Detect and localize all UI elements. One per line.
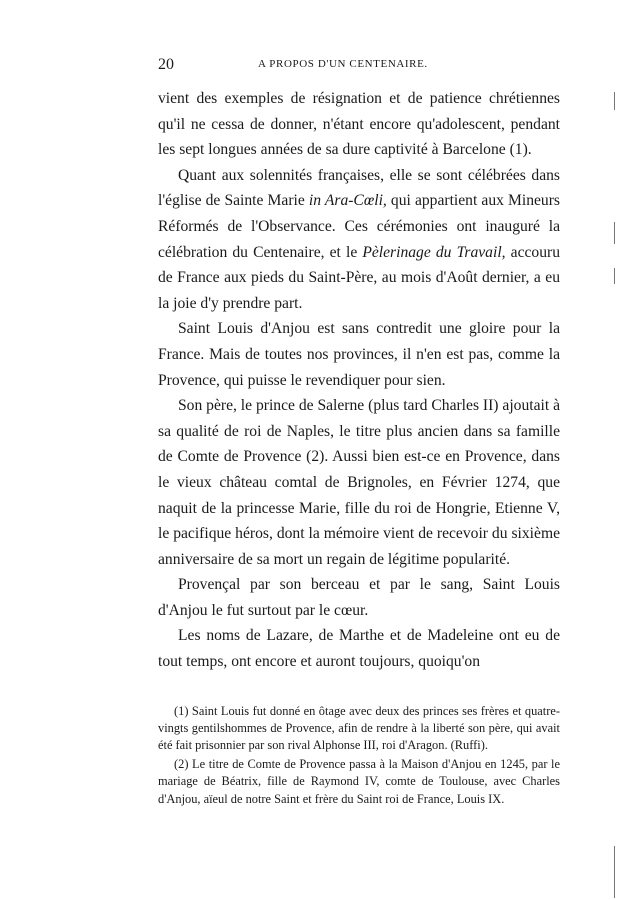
scan-edge-mark-lower [614,268,615,284]
scan-edge-mark-bottom [614,846,615,898]
page-number: 20 [158,56,174,73]
paragraph-4: Son père, le prince de Salerne (plus tard Charles II) ajoutait à sa qualité de roi de Naples, le titre plus ancien dans sa famille de Comte de Provence (2). Aussi bien est-ce en Provence, dans le vieux château comtal de Brignoles, en Février 1274, que naquit de la princesse Marie, fille du roi de Hongrie, Etienne V, le pacifique héros, dont la mémoire vient de recevoir du sixième anniversaire de sa mort un regain de légitime popularité. [158,397,560,568]
footnotes [158,703,560,808]
paragraph-2-part-c: qui appartient aux Mineurs Réformés de l'Observance. Ces cérémonies ont inauguré la célébration du Centenaire, et le [158,192,560,261]
scan-edge-mark-top [614,92,615,110]
footnote-1: (1) Saint Louis fut donné en ôtage avec deux des princes ses frères et quatre-vingts gentilshommes de Provence, afin de rendre à la liberté son père, qui avait été fait prisonnier par son rival Alphonse III, roi d'Aragon. (Ruffi). [158,703,560,753]
scan-edge-mark-middle [614,222,615,244]
paragraph-3: Saint Louis d'Anjou est sans contredit une gloire pour la France. Mais de toutes nos provinces, il n'en est pas, comme la Provence, qui puisse le revendiquer pour sien. [158,320,560,389]
paragraph-2-italic-ara-coeli: in Ara-Cœli, [308,192,387,210]
paragraph-6: Les noms de Lazare, de Marthe et de Madeleine ont eu de tout temps, ont encore et auront toujours, quoiqu'on [158,627,560,671]
footnote-2: (2) Le titre de Comte de Provence passa à la Maison d'Anjou en 1245, par le mariage de Béatrix, fille de Raymond IV, comte de Toulouse, avec Charles d'Anjou, aïeul de notre Saint et frère du Saint roi de France, Louis IX. [158,757,560,806]
page-header [158,56,560,80]
paragraph-2-part-a: Quant aux solennités françaises, elle se sont célébrées dans l'église de Sainte Marie [158,166,560,210]
paragraph-1: vient des exemples de résignation et de patience chrétiennes qu'il ne cessa de donner, n'étant encore qu'adolescent, pendant les sept longues années de sa dure captivité à Barcelone (1). [158,90,560,159]
body-text [158,86,560,675]
paragraph-2 [158,163,560,317]
paragraph-5: Provençal par son berceau et par le sang, Saint Louis d'Anjou le fut surtout par le cœur. [158,576,560,619]
running-title: A PROPOS D'UN CENTENAIRE. [258,58,428,70]
paragraph-2-part-e: accouru de France aux pieds du Saint-Père, au mois d'Août dernier, a eu la joie d'y prendre part. [158,243,561,312]
book-page [158,56,560,810]
paragraph-2-italic-pelerinage: Pèlerinage du Travail, [362,243,506,261]
